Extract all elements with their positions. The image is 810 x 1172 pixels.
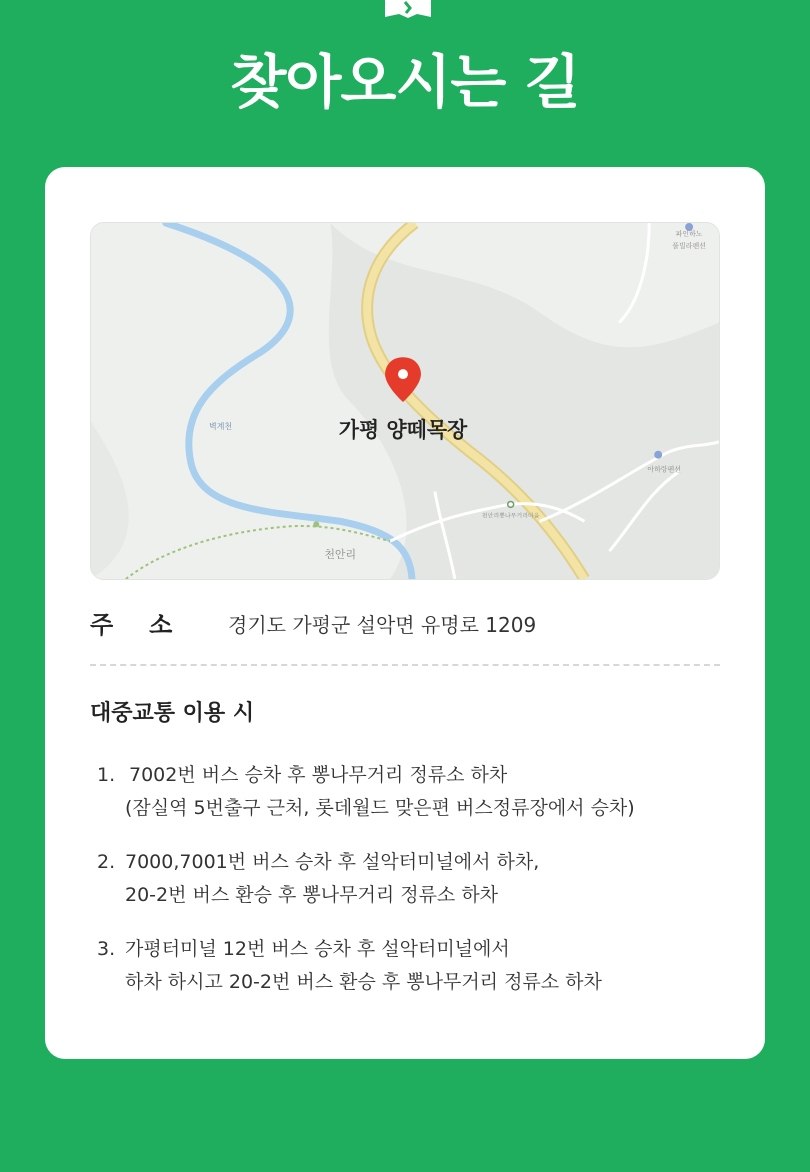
map-icon bbox=[383, 0, 433, 20]
directions-card bbox=[45, 167, 765, 1059]
route-line: 하차 하시고 20-2번 버스 환승 후 뽕나무거리 정류소 하차 bbox=[125, 971, 602, 993]
transit-title: 대중교통 이용 시 bbox=[90, 701, 255, 726]
map-pension-top-label-2: 풀빌라펜션 bbox=[672, 241, 706, 250]
route-line: 20-2번 버스 환승 후 뽕나무거리 정류소 하차 bbox=[125, 884, 499, 906]
map-pension-right-label: 아하랑펜션 bbox=[647, 465, 681, 474]
map-stream-label: 벽계천 bbox=[209, 421, 233, 431]
route-line: (잠실역 5번출구 근처, 롯데월드 맞은편 버스정류장에서 승차) bbox=[125, 797, 635, 819]
route-line: 7002번 버스 승차 후 뽕나무거리 정류소 하차 bbox=[129, 764, 508, 786]
divider bbox=[90, 664, 720, 666]
route-item bbox=[97, 759, 717, 825]
address-value: 경기도 가평군 설악면 유명로 1209 bbox=[228, 613, 537, 637]
route-item bbox=[97, 846, 717, 912]
address-label: 주소 bbox=[90, 611, 209, 639]
route-number: 1. bbox=[97, 764, 116, 786]
route-list bbox=[97, 759, 717, 1020]
page-title: 찾아오시는 길 bbox=[230, 48, 580, 116]
map-bus-stop-label: 천안리뽕나무거리마을 bbox=[481, 512, 540, 520]
map-village-label: 천안리 bbox=[324, 548, 357, 562]
map-place-name: 가평 양떼목장 bbox=[338, 417, 468, 442]
route-line: 가평터미널 12번 버스 승차 후 설악터미널에서 bbox=[125, 938, 510, 960]
route-number: 2. bbox=[97, 851, 116, 873]
map-pension-top-label-1: 파인하노 bbox=[675, 229, 703, 238]
location-map[interactable] bbox=[90, 222, 720, 580]
address-row bbox=[90, 607, 720, 643]
route-item bbox=[97, 933, 717, 999]
route-line: 7000,7001번 버스 승차 후 설악터미널에서 하차, bbox=[125, 851, 540, 873]
route-number: 3. bbox=[97, 938, 116, 960]
